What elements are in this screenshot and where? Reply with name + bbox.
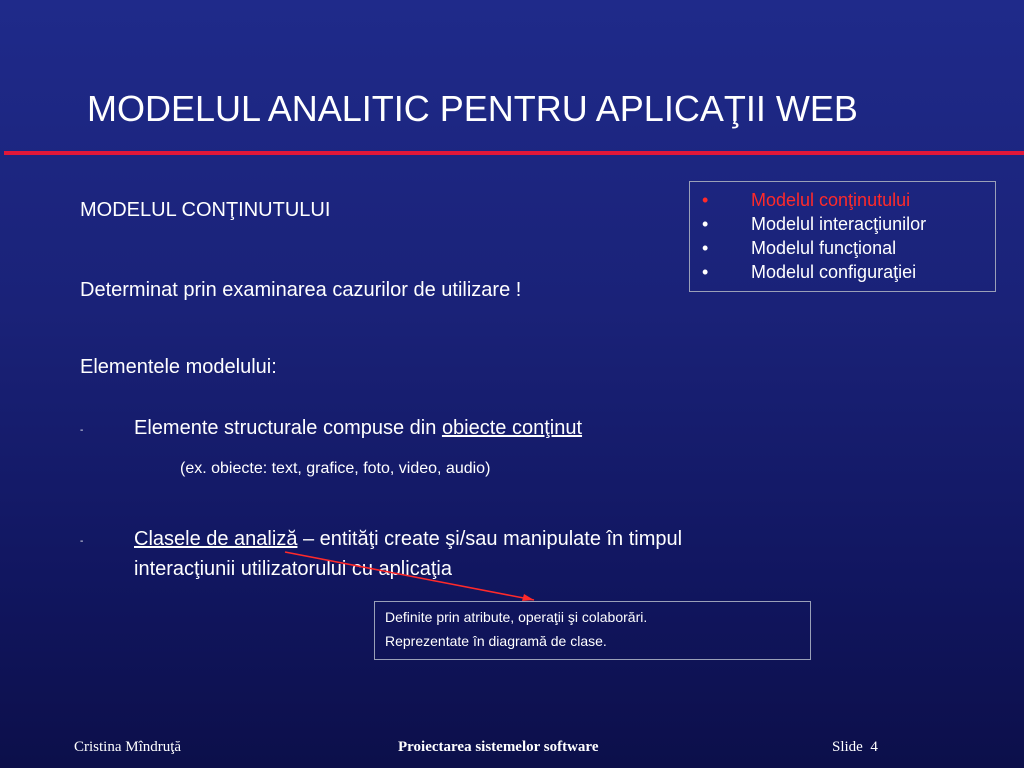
item-text-line2: interacţiunii utilizatorului cu aplicaţia [134, 558, 452, 580]
bullet: • [702, 214, 709, 234]
class-note-box [374, 601, 811, 660]
item-text: – entităţi create şi/sau manipulate în timpul [297, 528, 683, 550]
legend-label: Modelul conţinutului [751, 190, 911, 210]
bullet: • [702, 262, 709, 282]
item-text: Elemente structurale compuse din [134, 417, 442, 439]
slide-title: MODELUL ANALITIC PENTRU APLICAŢII WEB [87, 88, 858, 129]
paragraph-elements: Elementele modelului: [80, 356, 277, 378]
legend-label: Modelul funcţional [751, 238, 897, 258]
legend-label: Modelul configuraţiei [751, 262, 917, 282]
list-marker: - [80, 425, 84, 436]
footer-author: Cristina Mîndruţă [74, 739, 182, 755]
link-analysis-classes[interactable]: Clasele de analiză [134, 528, 298, 550]
link-content-objects[interactable]: obiecte conţinut [441, 417, 583, 439]
footer-course: Proiectarea sistemelor software [398, 739, 599, 755]
note-line: Reprezentate în diagramă de clase. [385, 633, 607, 649]
bullet: • [702, 238, 709, 258]
bullet: • [702, 190, 709, 210]
legend-label: Modelul interacţiunilor [751, 214, 927, 234]
list-marker: - [80, 536, 84, 547]
section-heading: MODELUL CONŢINUTULUI [80, 199, 331, 221]
footer-slide-number [832, 739, 878, 756]
slide-label: Slide [832, 739, 863, 755]
paragraph-determined: Determinat prin examinarea cazurilor de utilizare ! [80, 279, 522, 301]
example-text: (ex. obiecte: text, grafice, foto, video, audio) [180, 460, 491, 477]
slide-number: 4 [870, 739, 878, 755]
note-line: Definite prin atribute, operaţii şi colaborări. [385, 609, 648, 625]
